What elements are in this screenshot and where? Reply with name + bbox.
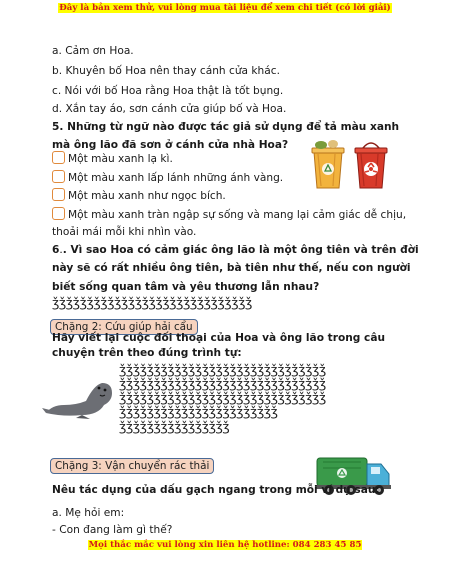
q5-option-4-line2: thoải mái mỗi khi nhìn vào. — [52, 226, 197, 238]
stage2-answer-line-4: ǯǯǯǯǯǯǯǯǯǯǯǯǯǯǯǯǯǯǯǯǯǯǯ — [119, 405, 278, 420]
q5-checkbox-4[interactable] — [52, 207, 65, 220]
q6-question-line3: biết sống quan tâm và yêu thương lẫn nhau? — [52, 281, 320, 293]
seal-icon — [42, 375, 114, 419]
q4-option-b: b. Khuyên bố Hoa nên thay cánh cửa khác. — [52, 65, 280, 77]
stage2-answer-line-5: ǯǯǯǯǯǯǯǯǯǯǯǯǯǯǯǯ — [119, 420, 230, 435]
stage2-answer-line-1: ǯǯǯǯǯǯǯǯǯǯǯǯǯǯǯǯǯǯǯǯǯǯǯǯǯǯǯǯǯǯ — [119, 363, 326, 378]
q6-question-line1: 6.. Vì sao Hoa có cảm giác ông lão là một ông tiên và trên đời — [52, 244, 419, 256]
q5-option-1: Một màu xanh lạ kì. — [68, 153, 173, 165]
q5-question-line1: 5. Những từ ngữ nào được tác giả sử dụng để tả màu xanh — [52, 121, 400, 133]
q5-option-4-line1: Một màu xanh tràn ngập sự sống và mang lại cảm giác dễ chịu, — [68, 209, 407, 221]
recycle-bin-icon — [308, 138, 348, 190]
hotline-notice-footer: Mọi thắc mắc vui lòng xin liên hệ hotline: 084 283 45 85 — [88, 540, 362, 550]
stage2-answer-line-3: ǯǯǯǯǯǯǯǯǯǯǯǯǯǯǯǯǯǯǯǯǯǯǯǯǯǯǯǯǯǯ — [119, 391, 326, 406]
stage3-example-a-line: - Con đang làm gì thế? — [52, 524, 173, 536]
q4-option-d: d. Xắn tay áo, sơn cánh cửa giúp bố và Hoa. — [52, 103, 287, 115]
stage2-prompt-line1: Hãy viết lại cuộc đối thoại của Hoa và ông lão trong câu — [52, 332, 386, 344]
q6-question-line2: này sẽ có rất nhiều ông tiên, bà tiên như thế, nếu con người — [52, 262, 411, 274]
stage3-question: Nêu tác dụng của dấu gạch ngang trong mỗi ví dụ sau: — [52, 484, 380, 496]
q6-answer-line: ǯǯǯǯǯǯǯǯǯǯǯǯǯǯǯǯǯǯǯǯǯǯǯǯǯǯǯǯǯ — [52, 296, 252, 311]
preview-notice-header: Đây là bản xem thử, vui lòng mua tài liệu để xem chi tiết (có lời giải) — [59, 3, 391, 13]
hazard-bin-icon — [351, 138, 391, 190]
stage3-label: Chặng 3: Vận chuyển rác thải — [50, 458, 214, 474]
stage3-example-a: a. Mẹ hỏi em: — [52, 507, 125, 519]
q5-question-line2: mà ông lão đã sơn ở cánh cửa nhà Hoa? — [52, 139, 289, 151]
q5-checkbox-1[interactable] — [52, 151, 65, 164]
stage2-label: Chặng 2: Cứu giúp hải cẩu — [50, 319, 198, 335]
q5-checkbox-3[interactable] — [52, 188, 65, 201]
q5-option-3: Một màu xanh như ngọc bích. — [68, 190, 226, 202]
q4-option-c: c. Nói với bố Hoa rằng Hoa thật là tốt bụng. — [52, 85, 284, 97]
stage2-answer-line-2: ǯǯǯǯǯǯǯǯǯǯǯǯǯǯǯǯǯǯǯǯǯǯǯǯǯǯǯǯǯǯ — [119, 377, 326, 392]
q4-option-a: a. Cảm ơn Hoa. — [52, 45, 134, 57]
stage2-prompt-line2: chuyện trên theo đúng trình tự: — [52, 347, 242, 359]
q5-option-2: Một màu xanh lấp lánh những ánh vàng. — [68, 172, 284, 184]
q5-checkbox-2[interactable] — [52, 170, 65, 183]
